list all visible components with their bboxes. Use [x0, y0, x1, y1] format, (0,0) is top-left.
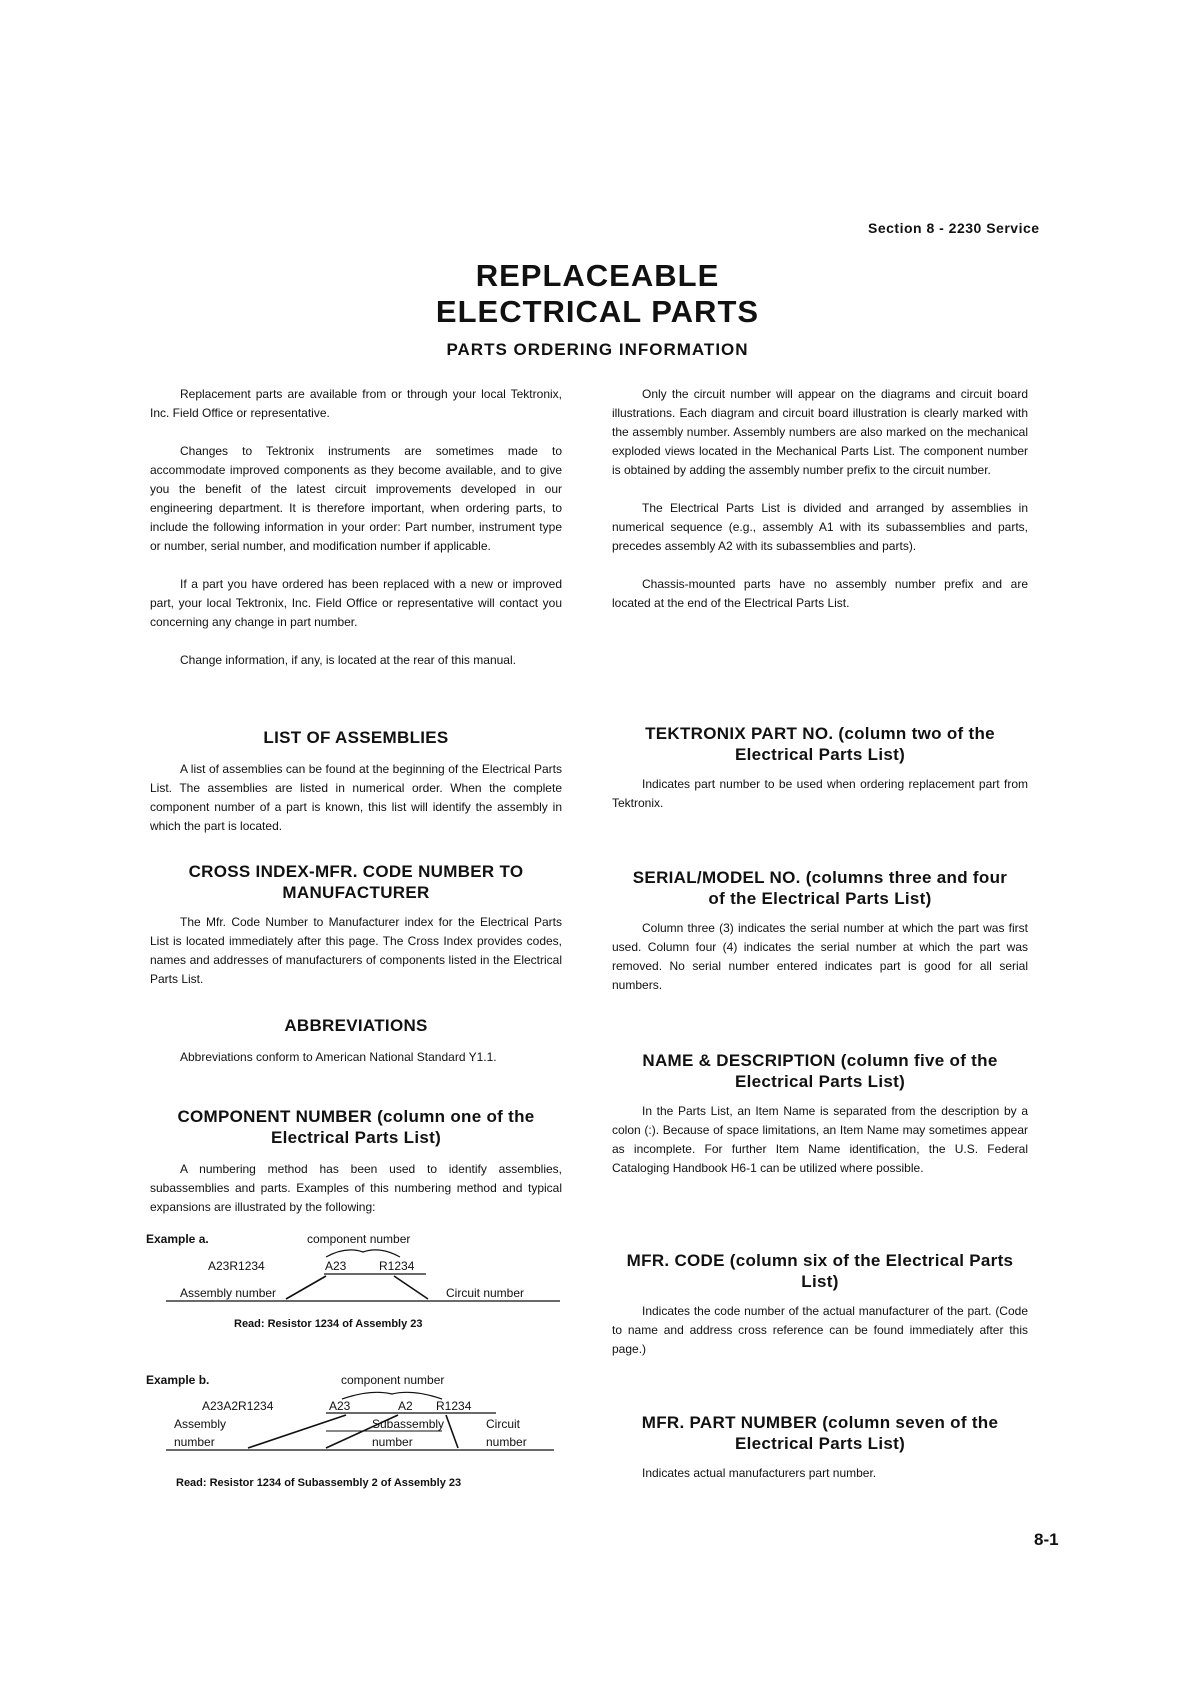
name-description-text: In the Parts List, an Item Name is separated from the description by a colon (:). Because of space limitations, an Item Name may sometimes appear as incomplete. For further Item Name identification, the U.S. Federal Cataloging Handbook H6-1 can be utilized where possible.	[612, 1104, 1028, 1175]
serial-model-text: Column three (3) indicates the serial number at which the part was first used. Column four (4) indicates the serial number at which the part was removed. No serial number entered indicates part is good for all serial numbers.	[612, 921, 1028, 992]
example-a-circuit-part: R1234	[379, 1259, 415, 1273]
component-number-section	[150, 1106, 562, 1217]
example-b-assembly-part: A23	[329, 1399, 351, 1413]
tektronix-part-heading-line-1: TEKTRONIX PART NO. (column two of the	[645, 724, 995, 743]
example-b-circuit-line-2: number	[486, 1435, 527, 1449]
cross-index-heading-line-2: MANUFACTURER	[282, 883, 430, 902]
example-a-read: Read: Resistor 1234 of Assembly 23	[234, 1318, 423, 1330]
page-subtitle: PARTS ORDERING INFORMATION	[446, 340, 749, 359]
example-b-component-number: component number	[341, 1373, 445, 1387]
abbreviations-text: Abbreviations conform to American National Standard Y1.1.	[180, 1050, 497, 1064]
list-of-assemblies-text: A list of assemblies can be found at the beginning of the Electrical Parts List. The assemblies are listed in numerical order. When the complete component number of a part is known, this list will identify the assembly in which the part is located.	[150, 762, 562, 833]
cross-index-heading-line-1: CROSS INDEX-MFR. CODE NUMBER TO	[188, 862, 524, 881]
abbreviations-section	[150, 1015, 562, 1067]
example-b-subassembly-part: A2	[398, 1399, 413, 1413]
mfr-code-heading-line-2: List)	[801, 1272, 839, 1291]
example-a-code: A23R1234	[208, 1259, 265, 1273]
example-a-assembly-number: Assembly number	[180, 1286, 277, 1300]
mfr-part-number-heading-line-1: MFR. PART NUMBER (column seven of the	[641, 1413, 999, 1432]
serial-model-heading-line-2: of the Electrical Parts List)	[708, 889, 932, 908]
example-b-circuit-part: R1234	[436, 1399, 472, 1413]
mfr-code-heading-line-1: MFR. CODE (column six of the Electrical Parts	[626, 1251, 1014, 1270]
paragraph-changes: Changes to Tektronix instruments are sometimes made to accommodate improved components as they become available, and to give you the benefit of the latest circuit improvements developed in our engineering department. It is therefore important, when ordering parts, to include the following information in your order: Part number, instrument type or number, serial number, and modification number if applicable.	[150, 444, 562, 553]
paragraph-circuit-number: Only the circuit number will appear on the diagrams and circuit board illustrations. Each diagram and circuit board illustration is clearly marked with the assembly number. Assembly numbers are also marked on the mechanical exploded views located in the Mechanical Parts List. The component number is obtained by adding the assembly number prefix to the circuit number.	[612, 387, 1028, 477]
mfr-part-number-section	[612, 1412, 1028, 1483]
example-b-circuit-line-1: Circuit	[486, 1417, 521, 1431]
paragraph-chassis-mounted: Chassis-mounted parts have no assembly number prefix and are located at the end of the Electrical Parts List.	[612, 577, 1028, 610]
tektronix-part-text: Indicates part number to be used when ordering replacement part from Tektronix.	[612, 777, 1028, 810]
example-b-subassembly-line-2: number	[372, 1435, 413, 1449]
example-b-label: Example b.	[146, 1373, 210, 1387]
component-number-heading-line-1: COMPONENT NUMBER (column one of the	[177, 1107, 535, 1126]
abbreviations-heading: ABBREVIATIONS	[284, 1016, 428, 1035]
list-of-assemblies-section	[150, 727, 562, 836]
cross-index-text: The Mfr. Code Number to Manufacturer index for the Electrical Parts List is located immediately after this page. The Cross Index provides codes, names and addresses of manufacturers of components listed in the Electrical Parts List.	[150, 915, 562, 986]
serial-model-section	[612, 867, 1028, 995]
page-number: 8-1	[1034, 1530, 1059, 1549]
example-b-subassembly-line-1: Subassembly	[372, 1417, 445, 1431]
example-b-assembly-line-1: Assembly	[174, 1417, 227, 1431]
paragraph-change-info: Change information, if any, is located at the rear of this manual.	[180, 653, 516, 667]
list-of-assemblies-heading: LIST OF ASSEMBLIES	[263, 728, 449, 747]
right-intro	[612, 385, 1028, 613]
example-a-label: Example a.	[146, 1232, 209, 1246]
section-header: Section 8 - 2230 Service	[868, 220, 1040, 236]
left-intro	[150, 385, 562, 670]
name-description-heading-line-1: NAME & DESCRIPTION (column five of the	[642, 1051, 998, 1070]
page-title-line-2: ELECTRICAL PARTS	[435, 294, 760, 329]
tektronix-part-heading-line-2: Electrical Parts List)	[734, 745, 906, 764]
example-b-read: Read: Resistor 1234 of Subassembly 2 of Assembly 23	[176, 1477, 462, 1489]
name-description-section	[612, 1050, 1028, 1178]
example-b-assembly-line-2: number	[174, 1435, 215, 1449]
page-title-line-1: REPLACEABLE	[475, 258, 720, 293]
mfr-part-number-heading-line-2: Electrical Parts List)	[734, 1434, 906, 1453]
mfr-part-number-text: Indicates actual manufacturers part number.	[642, 1466, 877, 1480]
tektronix-part-section	[612, 723, 1028, 813]
example-b-diagram	[146, 1373, 566, 1498]
mfr-code-text: Indicates the code number of the actual manufacturer of the part. (Code to name and address cross reference can be found immediately after this page.)	[612, 1304, 1028, 1356]
example-a-circuit-number: Circuit number	[446, 1286, 525, 1300]
component-number-heading-line-2: Electrical Parts List)	[270, 1128, 442, 1147]
serial-model-heading-line-1: SERIAL/MODEL NO. (columns three and four	[632, 868, 1008, 887]
example-a-assembly-part: A23	[325, 1259, 347, 1273]
paragraph-list-arrangement: The Electrical Parts List is divided and arranged by assemblies in numerical sequence (e.g., assembly A1 with its subassemblies and parts, precedes assembly A2 with its subassemblies and parts).	[612, 501, 1028, 553]
cross-index-section	[150, 861, 562, 989]
paragraph-replaced-part: If a part you have ordered has been replaced with a new or improved part, your local Tektronix, Inc. Field Office or representative will contact you concerning any change in part number.	[150, 577, 562, 629]
example-a-component-number: component number	[307, 1232, 411, 1246]
example-b-code: A23A2R1234	[202, 1399, 274, 1413]
component-number-text: A numbering method has been used to identify assemblies, subassemblies and parts. Examples of this numbering method and typical expansions are illustrated by the following:	[150, 1162, 562, 1214]
name-description-heading-line-2: Electrical Parts List)	[734, 1072, 906, 1091]
example-a-diagram	[146, 1230, 566, 1340]
mfr-code-section	[612, 1250, 1028, 1359]
paragraph-availability: Replacement parts are available from or through your local Tektronix, Inc. Field Office or representative.	[150, 387, 562, 420]
